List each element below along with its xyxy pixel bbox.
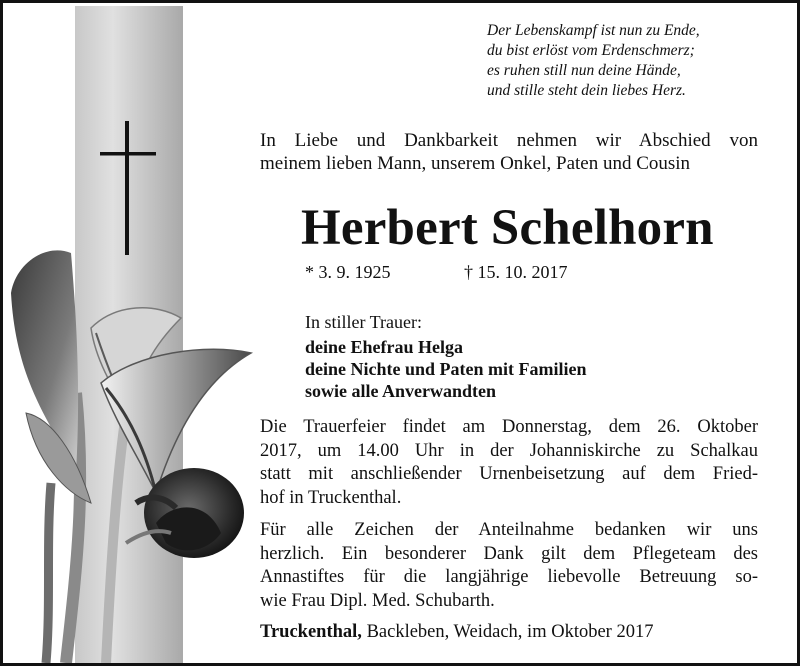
funeral-line: 2017, um 14.00 Uhr in der Johanniskirche zu Schalkau (260, 440, 758, 461)
thanks-line: wie Frau Dipl. Med. Schubarth. (260, 590, 495, 611)
death-date: † 15. 10. 2017 (464, 262, 568, 282)
calla-lily-icon (6, 243, 256, 663)
poem-line: Der Lebenskampf ist nun zu Ende, (487, 22, 700, 39)
funeral-line: Die Trauerfeier findet am Donnerstag, dem 26. Oktober (260, 417, 758, 437)
poem-line: du bist erlöst vom Erdenschmerz; (487, 42, 695, 59)
mourner-item: sowie alle Anverwandten (305, 381, 496, 401)
funeral-line: statt mit anschließender Urnenbeisetzung auf dem Fried- (260, 464, 758, 484)
thanks-line: herzlich. Ein besonderer Dank gilt dem Pflegeteam des (260, 543, 758, 564)
closing-line (260, 622, 653, 643)
closing-place: Truckenthal, (260, 622, 362, 642)
intro-line: meinem lieben Mann, unserem Onkel, Paten und Cousin (260, 153, 691, 174)
thanks-line: Für alle Zeichen der Anteilnahme bedanken wir uns (260, 520, 758, 540)
intro-line: In Liebe und Dankbarkeit nehmen wir Abschied von (260, 130, 758, 151)
intro-text (260, 129, 758, 175)
poem (487, 21, 787, 101)
birth-date: * 3. 9. 1925 (305, 262, 391, 282)
funeral-info (260, 416, 758, 510)
poem-line: es ruhen still nun deine Hände, (487, 62, 681, 79)
thanks-line: Annastiftes für die langjährige liebevolle Betreuung so- (260, 567, 758, 587)
mourners-list (305, 336, 587, 402)
mourner-item: deine Nichte und Paten mit Familien (305, 359, 587, 379)
funeral-line: hof in Truckenthal. (260, 487, 402, 508)
poem-line: und stille steht dein liebes Herz. (487, 82, 686, 99)
closing-rest: Backleben, Weidach, im Oktober 2017 (361, 622, 654, 642)
thanks-text (260, 519, 758, 613)
mourner-item: deine Ehefrau Helga (305, 337, 463, 357)
mourning-heading: In stiller Trauer: (305, 312, 422, 332)
deceased-name: Herbert Schelhorn (301, 200, 714, 256)
cross-icon (100, 121, 156, 255)
